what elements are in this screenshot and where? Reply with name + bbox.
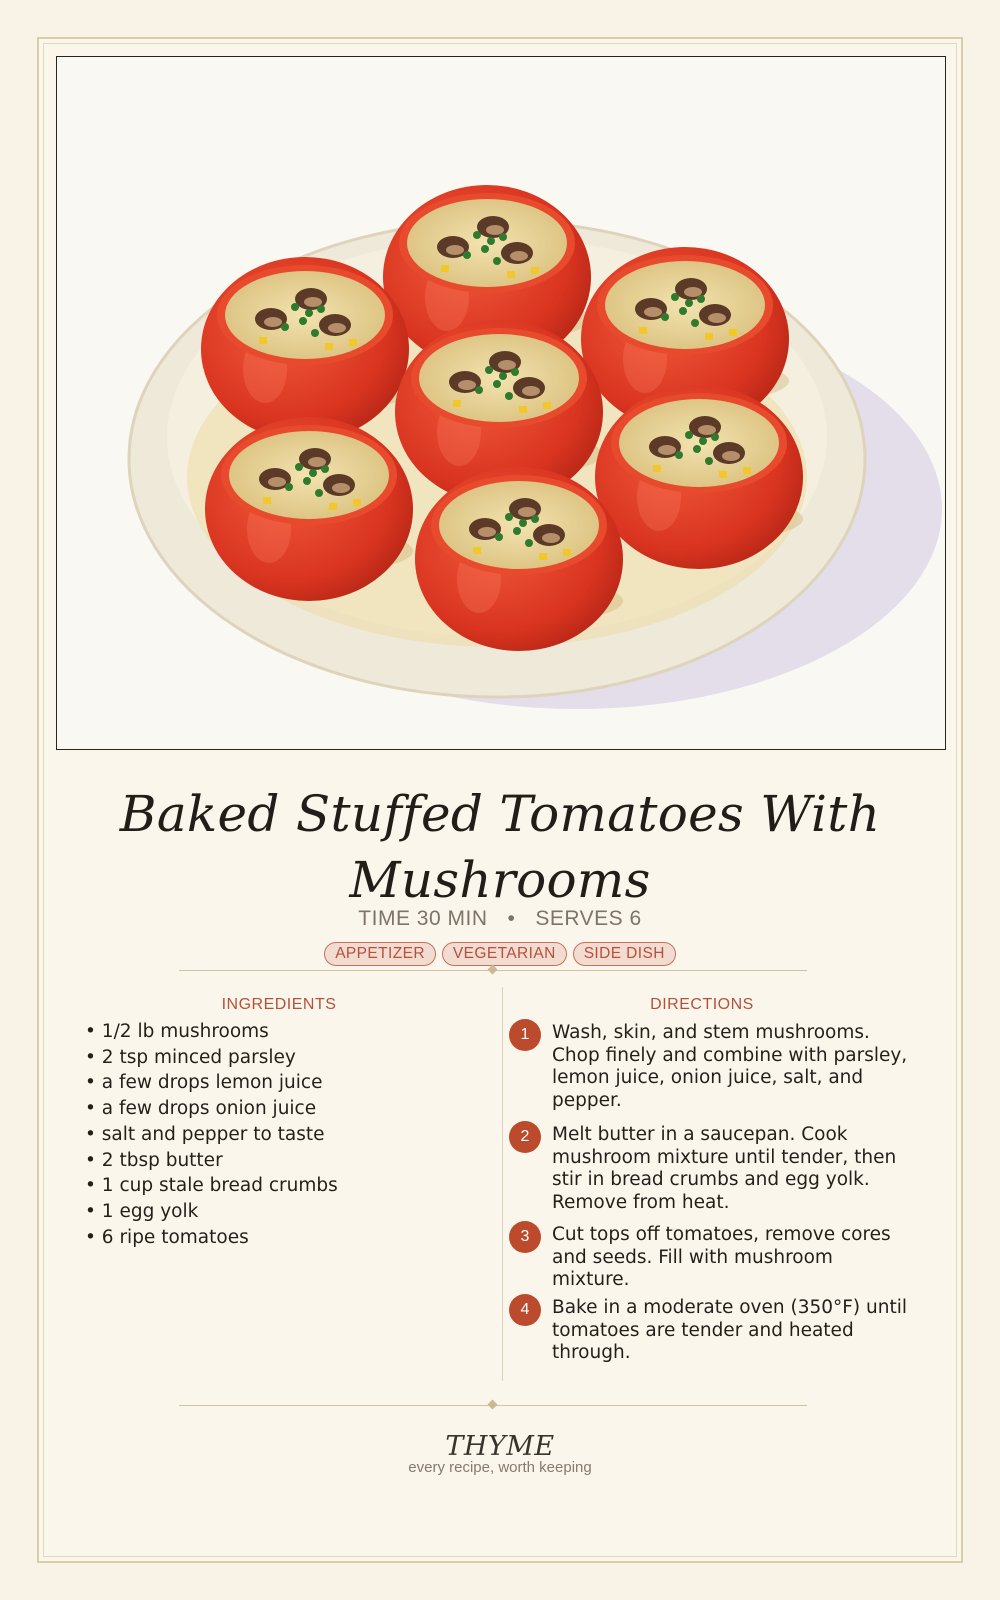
brand-name: THYME <box>445 1431 555 1462</box>
tag-side-dish[interactable]: SIDE DISH <box>573 942 676 966</box>
recipe-title: Baked Stuffed Tomatoes With Mushrooms <box>119 785 881 909</box>
stuffed-tomatoes-illustration <box>57 57 944 748</box>
ingredient-item: • 2 tbsp butter <box>85 1148 338 1174</box>
ingredient-item: • 2 tsp minced parsley <box>85 1045 338 1071</box>
directions-heading: DIRECTIONS <box>650 996 754 1013</box>
ingredient-list <box>85 1019 338 1250</box>
recipe-illustration <box>56 56 946 750</box>
step-text: Wash, skin, and stem mushrooms. Chop finely and combine with parsley, lemon juice, onion juice, salt, and pepper. <box>552 1022 908 1111</box>
time-label: TIME 30 MIN <box>358 907 488 930</box>
recipe-card <box>37 37 963 1563</box>
ingredient-item: • 1/2 lb mushrooms <box>85 1019 338 1045</box>
ingredient-item: • a few drops lemon juice <box>85 1070 338 1096</box>
serves-label: SERVES 6 <box>535 907 642 930</box>
step-number: 1 <box>509 1019 541 1051</box>
stuffed-tomato <box>415 467 623 651</box>
step-text: Cut tops off tomatoes, remove cores and seeds. Fill with mushroom mixture. <box>552 1224 891 1290</box>
brand-tagline: every recipe, worth keeping <box>408 1459 592 1476</box>
stuffed-tomato <box>595 385 803 569</box>
step-number: 2 <box>509 1121 541 1153</box>
ingredient-item: • 1 egg yolk <box>85 1199 338 1225</box>
column-divider <box>502 987 503 1381</box>
step-text: Melt butter in a saucepan. Cook mushroom mixture until tender, then stir in bread crumbs and egg yolk. Remove from heat. <box>552 1124 897 1213</box>
step-text: Bake in a moderate oven (350°F) until tomatoes are tender and heated through. <box>552 1297 907 1363</box>
recipe-meta <box>39 907 961 931</box>
tag-vegetarian[interactable]: VEGETARIAN <box>442 942 567 966</box>
stuffed-tomato <box>201 257 409 441</box>
ingredient-item: • 1 cup stale bread crumbs <box>85 1173 338 1199</box>
ingredient-item: • a few drops onion juice <box>85 1096 338 1122</box>
ingredient-item: • 6 ripe tomatoes <box>85 1225 338 1251</box>
meta-separator: • <box>507 907 516 930</box>
ingredient-item: • salt and pepper to taste <box>85 1122 338 1148</box>
tag-appetizer[interactable]: APPETIZER <box>324 942 436 966</box>
tag-list <box>39 942 961 966</box>
step-number: 4 <box>509 1294 541 1326</box>
stuffed-tomato <box>205 417 413 601</box>
step-number: 3 <box>509 1221 541 1253</box>
ingredients-heading: INGREDIENTS <box>221 996 337 1013</box>
